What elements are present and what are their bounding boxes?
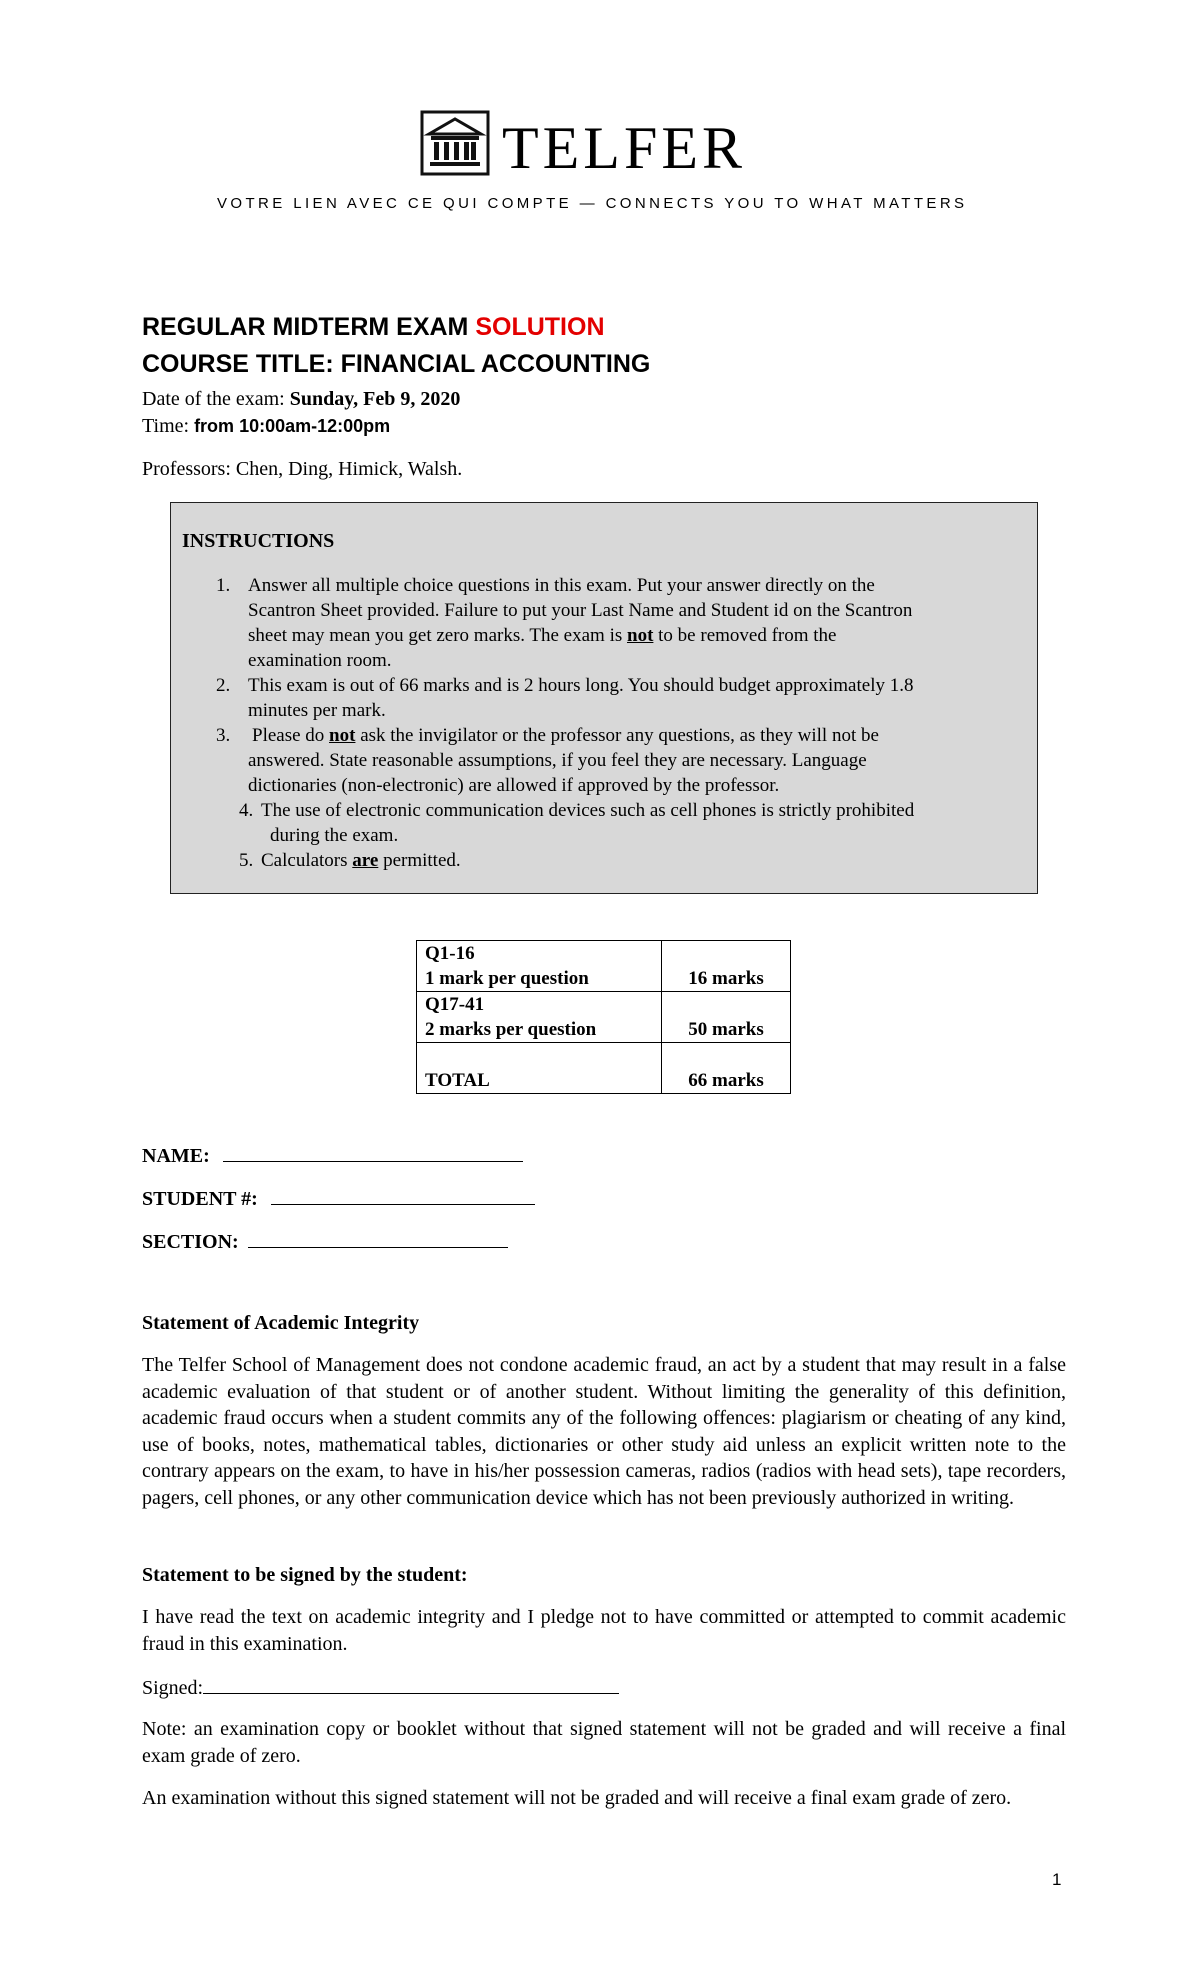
time-value: from 10:00am-12:00pm [194,416,391,436]
table-cell-label: Q17-41 2 marks per question [417,992,662,1043]
integrity-heading: Statement of Academic Integrity [142,1312,420,1334]
date-value: Sunday, Feb 9, 2020 [289,388,461,410]
integrity-body: The Telfer School of Management does not condone academic fraud, an act by a student that may result in a false academic evaluation of that student or of another student. Without limiting the generality of this definition, academic fraud occurs when a student commits any of the following offences: plagiarism or cheating of any kind, use of books, notes, mathematical tables, dictionaries or other study aid unless an explicit written note to the contrary appears on the exam, to have in his/her possession cameras, radios (radios with head sets), tape recorders, pagers, cell phones, or any other communication device which has not been previously authorized in writing. [142,1354,1066,1509]
instruction-number: 5. [239,850,254,871]
instruction-number: 3. [216,725,231,746]
page-number: 1 [1052,1870,1062,1889]
final-statement: An examination without this signed statement will not be graded and will receive a final exam grade of zero. [142,1787,1012,1809]
instruction-line: dictionaries (non-electronic) are allowed if approved by the professor. [248,775,780,796]
section-blank[interactable] [248,1227,508,1248]
section-label: SECTION: [142,1231,239,1253]
emphasis-not: not [627,625,654,646]
instruction-line: answered. State reasonable assumptions, if you feel they are necessary. Language [248,750,867,771]
telfer-building-icon [420,110,490,176]
student-number-field [142,1184,535,1211]
statement-heading: Statement to be signed by the student: [142,1564,468,1586]
note-text: Note: an examination copy or booklet without that signed statement will not be graded and will receive a final exam grade of zero. [142,1718,1066,1767]
instruction-line: during the exam. [270,825,399,846]
name-field [142,1141,523,1168]
emphasis-are: are [352,850,379,871]
instruction-line: Scantron Sheet provided. Failure to put your Last Name and Student id on the Scantron [248,600,913,621]
instructions-box [170,502,1038,894]
emphasis-not: not [329,725,356,746]
student-number-label: STUDENT #: [142,1188,258,1210]
marks-table [416,940,791,1094]
pledge-text: I have read the text on academic integrity and I pledge not to have committed or attempted to commit academic fraud in this examination. [142,1606,1066,1655]
table-row [417,941,791,992]
table-cell-value: 66 marks [662,1043,791,1094]
exam-title [142,313,605,342]
instruction-line: Please do not ask the invigilator or the professor any questions, as they will not be [252,725,879,746]
table-cell-value: 50 marks [662,992,791,1043]
student-number-blank[interactable] [271,1184,535,1205]
table-cell-label: Q1-16 1 mark per question [417,941,662,992]
signature-field [142,1673,1066,1702]
name-label: NAME: [142,1145,210,1167]
telfer-logo [420,110,770,180]
exam-time [142,415,390,438]
logo-tagline: VOTRE LIEN AVEC CE QUI COMPTE — CONNECTS YOU TO WHAT MATTERS [217,195,968,212]
table-cell-label: TOTAL [417,1043,662,1094]
instruction-line: This exam is out of 66 marks and is 2 hours long. You should budget approximately 1.8 [248,675,914,696]
instructions-heading: INSTRUCTIONS [182,530,335,552]
instruction-number: 1. [216,575,231,596]
instruction-line: examination room. [248,650,392,671]
professors: Professors: Chen, Ding, Himick, Walsh. [142,458,463,480]
exam-date [142,388,460,411]
date-label: Date of the exam: [142,388,290,410]
exam-title-solution: SOLUTION [475,313,605,341]
instruction-line: Answer all multiple choice questions in this exam. Put your answer directly on the [248,575,875,596]
instruction-number: 4. [239,800,254,821]
instruction-line: Calculators are permitted. [261,850,461,871]
time-label: Time: [142,415,195,437]
exam-title-text: REGULAR MIDTERM EXAM [142,313,469,341]
name-blank[interactable] [223,1141,523,1162]
section-field [142,1227,508,1254]
instruction-number: 2. [216,675,231,696]
table-row [417,1043,791,1094]
table-row [417,992,791,1043]
signature-blank[interactable] [203,1673,619,1694]
instruction-line: minutes per mark. [248,700,386,721]
instruction-line: sheet may mean you get zero marks. The exam is not to be removed from the [248,625,837,646]
signed-label: Signed: [142,1677,204,1699]
instruction-line: The use of electronic communication devices such as cell phones is strictly prohibited [261,800,915,821]
logo-wordmark: TELFER [502,115,746,181]
course-title: COURSE TITLE: FINANCIAL ACCOUNTING [142,350,651,378]
table-cell-value: 16 marks [662,941,791,992]
